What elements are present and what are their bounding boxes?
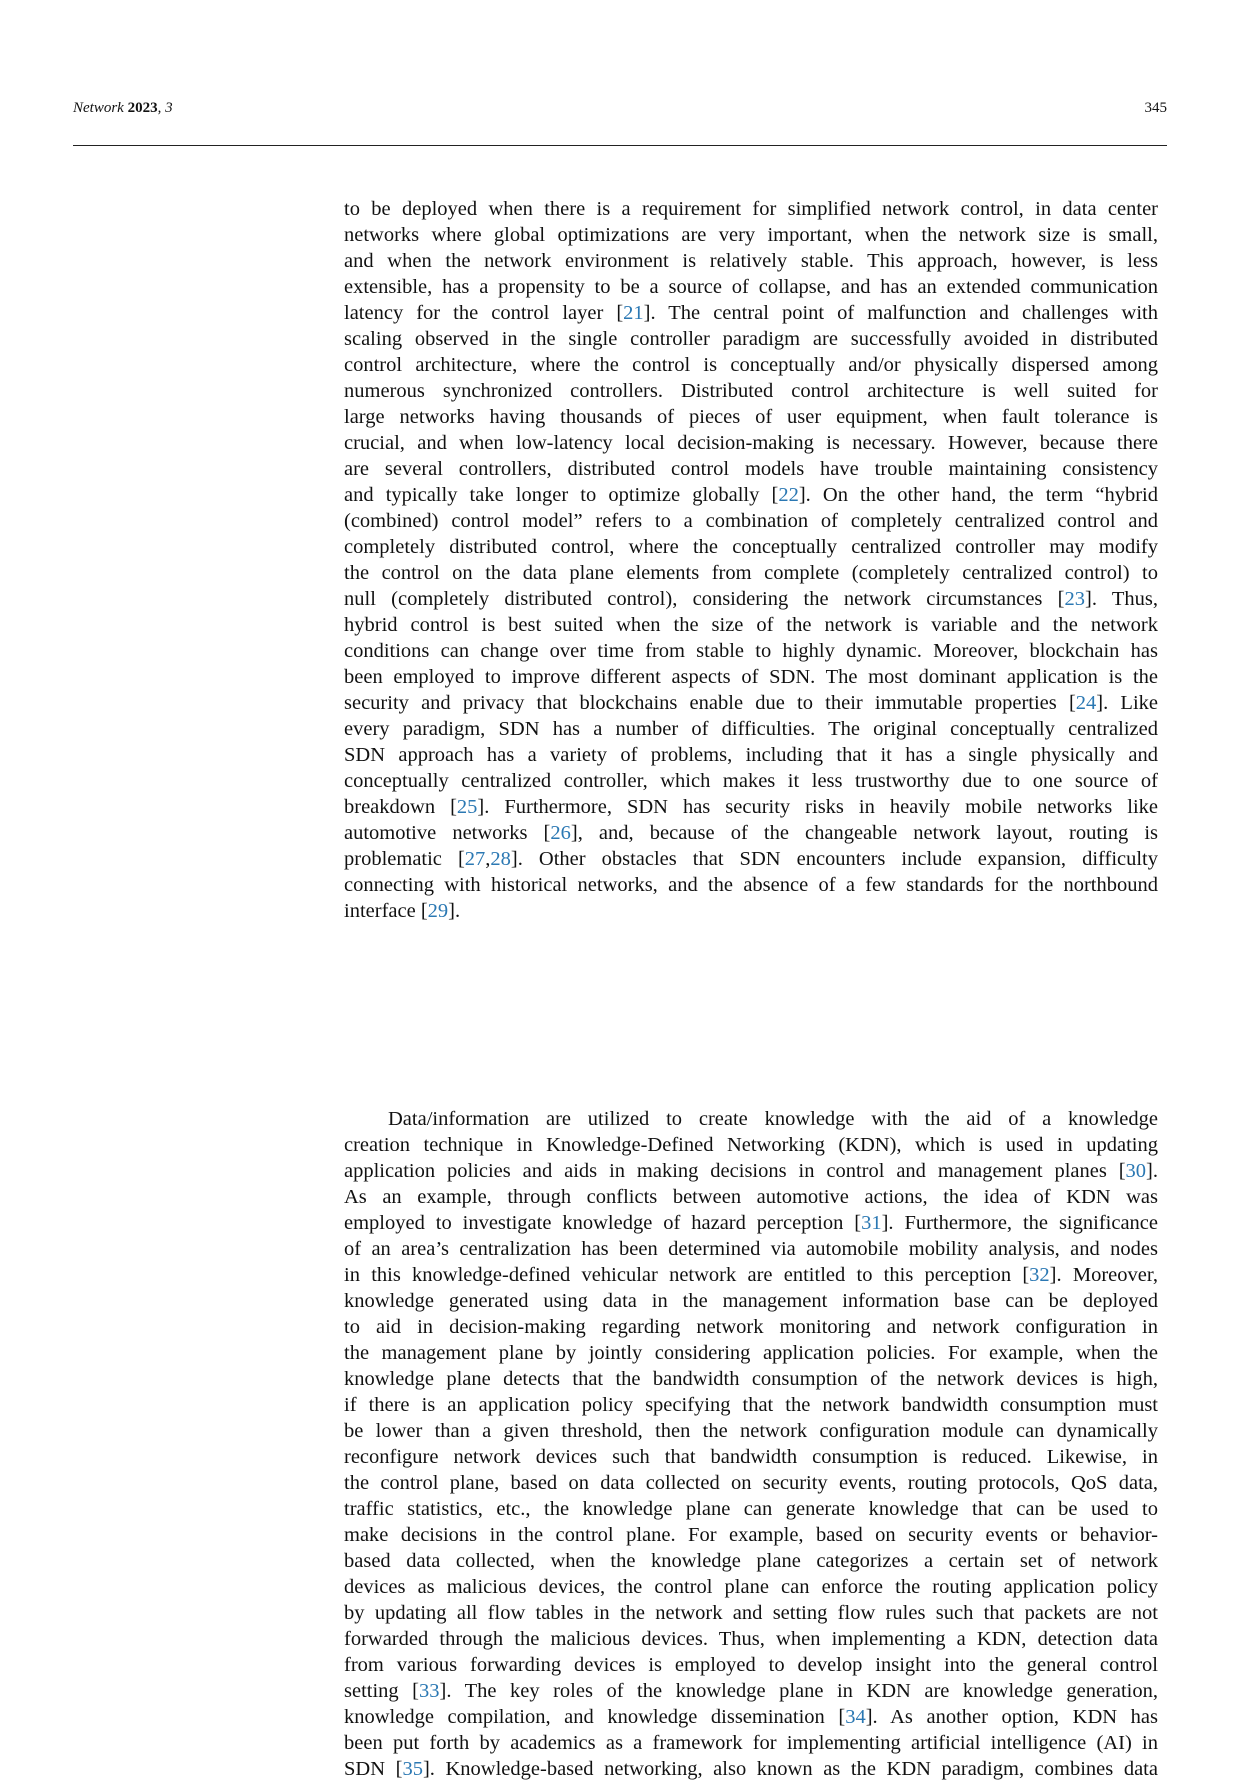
paragraph-1 [344,196,1158,924]
text-line: networks where global optimizations are very important, when the network size is small, [344,224,1158,246]
text-line: the control plane, based on data collected on security events, routing protocols, QoS data, [344,1472,1158,1494]
text-line: and typically take longer to optimize globally [22]. On the other hand, the term “hybrid [344,484,1158,506]
text-line: based data collected, when the knowledge plane categorizes a certain set of network [344,1550,1158,1572]
text-line: been put forth by academics as a framework for implementing artificial intelligence (AI) in [344,1732,1158,1754]
text-line: interface [29]. [344,900,461,922]
text-line: to aid in decision-making regarding network monitoring and network configuration in [344,1316,1158,1338]
text-line: automotive networks [26], and, because of the changeable network layout, routing is [344,822,1158,844]
text-line: As an example, through conflicts between automotive actions, the idea of KDN was [344,1186,1158,1208]
text-line: scaling observed in the single controller paradigm are successfully avoided in distributed [344,328,1158,350]
text-line: Data/information are utilized to create knowledge with the aid of a knowledge [388,1108,1158,1130]
text-line: null (completely distributed control), considering the network circumstances [23]. Thus, [344,588,1158,610]
text-line: by updating all flow tables in the network and setting flow rules such that packets are not [344,1602,1158,1624]
text-line: knowledge generated using data in the management information base can be deployed [344,1290,1158,1312]
citation-link[interactable]: 23 [1064,588,1085,610]
text-line: to be deployed when there is a requirement for simplified network control, in data center [344,198,1158,220]
text-line: employed to investigate knowledge of hazard perception [31]. Furthermore, the significance [344,1212,1158,1234]
text-line: be lower than a given threshold, then the network configuration module can dynamically [344,1420,1158,1442]
citation-link[interactable]: 25 [456,796,478,818]
citation-link[interactable]: 28 [490,848,511,870]
text-line: control architecture, where the control is conceptually and/or physically dispersed among [344,354,1158,376]
text-line: are several controllers, distributed control models have trouble maintaining consistency [344,458,1158,480]
text-line: completely distributed control, where the conceptually centralized controller may modify [344,536,1158,558]
text-line: SDN approach has a variety of problems, including that it has a single physically and [344,744,1158,766]
text-line: conceptually centralized controller, which makes it less trustworthy due to one source of [344,770,1158,792]
journal-citation: Network 2023, 3 [73,100,173,116]
text-line: knowledge compilation, and knowledge dissemination [34]. As another option, KDN has [344,1706,1158,1728]
text-line: if there is an application policy specifying that the network bandwidth consumption must [344,1394,1158,1416]
text-line: extensible, has a propensity to be a source of collapse, and has an extended communication [344,276,1158,298]
citation-link[interactable]: 24 [1075,692,1097,714]
text-line: make decisions in the control plane. For example, based on security events or behavior- [344,1524,1158,1546]
text-line: traffic statistics, etc., the knowledge plane can generate knowledge that can be used to [344,1498,1158,1520]
text-line: (combined) control model” refers to a combination of completely centralized control and [344,510,1158,532]
text-line: every paradigm, SDN has a number of difficulties. The original conceptually centralized [344,718,1158,740]
citation-link[interactable]: 22 [778,484,799,506]
paragraph-2 [344,1106,1158,1782]
text-line: devices as malicious devices, the control plane can enforce the routing application policy [344,1576,1158,1598]
citation-link[interactable]: 30 [1125,1160,1147,1182]
citation-link[interactable]: 35 [402,1758,423,1780]
text-line: large networks having thousands of pieces of user equipment, when fault tolerance is [344,406,1158,428]
text-line: and when the network environment is relatively stable. This approach, however, is less [344,250,1158,272]
text-line: setting [33]. The key roles of the knowledge plane in KDN are knowledge generation, [344,1680,1158,1702]
citation-link[interactable]: 21 [623,302,644,324]
citation-link[interactable]: 32 [1029,1264,1050,1286]
text-line: reconfigure network devices such that bandwidth consumption is reduced. Likewise, in [344,1446,1158,1468]
text-line: from various forwarding devices is employed to develop insight into the general control [344,1654,1158,1676]
header-divider [73,145,1167,146]
text-line: numerous synchronized controllers. Distributed control architecture is well suited for [344,380,1158,402]
text-line: forwarded through the malicious devices. Thus, when implementing a KDN, detection data [344,1628,1158,1650]
text-line: hybrid control is best suited when the size of the network is variable and the network [344,614,1158,636]
text-line: connecting with historical networks, and the absence of a few standards for the northbound [344,874,1158,896]
text-line: security and privacy that blockchains enable due to their immutable properties [24]. Like [344,692,1158,714]
text-line: in this knowledge-defined vehicular network are entitled to this perception [32]. Moreover, [344,1264,1158,1286]
citation-link[interactable]: 33 [419,1680,440,1702]
text-line: creation technique in Knowledge-Defined Networking (KDN), which is used in updating [344,1134,1158,1156]
text-line: of an area’s centralization has been determined via automobile mobility analysis, and nodes [344,1238,1158,1260]
citation-link[interactable]: 26 [550,822,571,844]
text-line: been employed to improve different aspects of SDN. The most dominant application is the [344,666,1158,688]
citation-link[interactable]: 31 [861,1212,882,1234]
text-line: crucial, and when low-latency local decision-making is necessary. However, because there [344,432,1158,454]
page-number: 345 [1144,100,1167,116]
citation-link[interactable]: 34 [845,1706,866,1728]
text-line: latency for the control layer [21]. The central point of malfunction and challenges with [344,302,1158,324]
text-line: breakdown [25]. Furthermore, SDN has security risks in heavily mobile networks like [344,796,1158,818]
text-line: problematic [27,28]. Other obstacles that SDN encounters include expansion, difficulty [344,848,1159,870]
text-line: the control on the data plane elements from complete (completely centralized control) to [344,562,1158,584]
text-line: conditions can change over time from stable to highly dynamic. Moreover, blockchain has [344,640,1158,662]
text-line: knowledge plane detects that the bandwidth consumption of the network devices is high, [344,1368,1158,1390]
text-line: the management plane by jointly considering application policies. For example, when the [344,1342,1158,1364]
citation-link[interactable]: 29 [427,900,449,922]
citation-link[interactable]: 27 [464,848,486,870]
text-line: application policies and aids in making decisions in control and management planes [30]. [344,1160,1158,1182]
text-line: SDN [35]. Knowledge-based networking, also known as the KDN paradigm, combines data [344,1758,1158,1780]
